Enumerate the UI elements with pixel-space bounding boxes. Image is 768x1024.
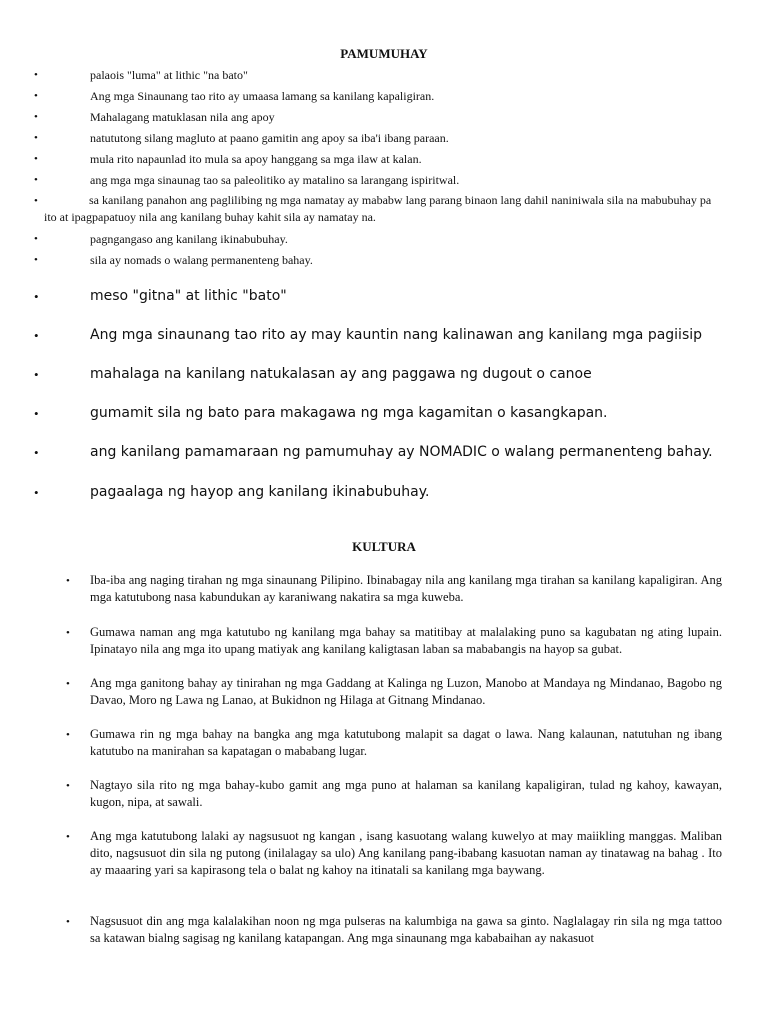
list-item: pagaalaga ng hayop ang kanilang ikinabubuhay. bbox=[90, 484, 430, 500]
list-item-text: sa kanilang panahon ang paglilibing ng mga namatay ay mababw lang parang binaon lang dahil naniniwala sila na mabubuhay pa ito at ipagpapatuoy nila ang kanilang buhay kahit sila ay namatay na. bbox=[44, 193, 712, 224]
bullet-icon: • bbox=[66, 678, 70, 690]
bullet-icon: • bbox=[66, 627, 70, 639]
bullet-icon: • bbox=[34, 254, 38, 266]
list-item: natututong silang magluto at paano gamitin ang apoy sa iba'i ibang paraan. bbox=[90, 131, 449, 145]
heading-pamumuhay: PAMUMUHAY bbox=[340, 46, 428, 61]
list-item: Gumawa rin ng mga bahay na bangka ang mga katutubong malapit sa dagat o lawa. Nang kalaunan, natutuhan ng ibang katutubo na manirahan sa kapatagan o mababang lugar. bbox=[90, 727, 722, 758]
bullet-icon: • bbox=[34, 174, 38, 186]
heading-kultura: KULTURA bbox=[352, 539, 416, 554]
bullet-icon: • bbox=[34, 367, 39, 382]
list-item: mula rito napaunlad ito mula sa apoy hanggang sa mga ilaw at kalan. bbox=[90, 152, 422, 166]
list-item: Ang mga ganitong bahay ay tinirahan ng mga Gaddang at Kalinga ng Luzon, Manobo at Mandaya ng Mindanao, Bagobo ng Davao, Moro ng Lawa ng Lanao, at Bukidnon ng Hilaga at Gitnang Mindanao. bbox=[90, 676, 722, 707]
list-item: Nagsusuot din ang mga kalalakihan noon ng mga pulseras na kalumbiga na gawa sa ginto. Naglalagay rin sila ng mga tattoo sa katawan bialng sagisag ng kanilang katapangan. Ang mga sinaunang mga kababaihan ay nakasuot bbox=[90, 914, 722, 945]
bullet-icon: • bbox=[34, 406, 39, 421]
bullet-icon: • bbox=[66, 916, 70, 928]
bullet-icon: • bbox=[34, 195, 38, 207]
list-item: Ang mga Sinaunang tao rito ay umaasa lamang sa kanilang kapaligiran. bbox=[90, 89, 435, 103]
list-item: meso "gitna" at lithic "bato" bbox=[90, 288, 287, 304]
bullet-icon: • bbox=[66, 831, 70, 843]
list-item bbox=[44, 192, 724, 226]
list-item: palaois "luma" at lithic "na bato" bbox=[90, 68, 248, 82]
bullet-icon: • bbox=[34, 328, 39, 343]
list-item: pagngangaso ang kanilang ikinabubuhay. bbox=[90, 232, 288, 246]
list-item: Gumawa naman ang mga katutubo ng kanilang mga bahay sa matitibay at malalaking puno sa kagubatan ng ating lupain. Ipinatayo nila ang mga ito upang matiyak ang kanilang kaligtasan laban sa mababangis na hayop sa gubat. bbox=[90, 625, 722, 656]
bullet-icon: • bbox=[34, 289, 39, 304]
list-item: Ang mga katutubong lalaki ay nagsusuot ng kangan , isang kasuotang walang kuwelyo at may maiikling manggas. Maliban dito, nagsusuot din sila ng putong (inilalagay sa ulo) Ang kanilang pang-ibabang kasuotan naman ay tinatawag na bahag . Ito ay maaaring yari sa kapirasong tela o balat ng kahoy na itinatali sa kanilang mga baywang. bbox=[90, 829, 722, 877]
bullet-icon: • bbox=[34, 132, 38, 144]
list-item: sila ay nomads o walang permanenteng bahay. bbox=[90, 253, 313, 267]
bullet-icon: • bbox=[34, 445, 39, 460]
bullet-icon: • bbox=[34, 485, 39, 500]
list-item: Mahalagang matuklasan nila ang apoy bbox=[90, 110, 275, 124]
bullet-icon: • bbox=[66, 575, 70, 587]
list-item: ang mga mga sinaunag tao sa paleolitiko ay matalino sa larangang ispiritwal. bbox=[90, 173, 460, 187]
bullet-icon: • bbox=[34, 233, 38, 245]
bullet-icon: • bbox=[66, 780, 70, 792]
bullet-icon: • bbox=[66, 729, 70, 741]
list-item: mahalaga na kanilang natukalasan ay ang paggawa ng dugout o canoe bbox=[90, 366, 592, 382]
list-item: Nagtayo sila rito ng mga bahay-kubo gamit ang mga puno at halaman sa kanilang kapaligiran, tulad ng kahoy, kawayan, kugon, nipa, at sawali. bbox=[90, 778, 722, 809]
list-item: Iba-iba ang naging tirahan ng mga sinaunang Pilipino. Ibinabagay nila ang kanilang mga tirahan sa kanilang kapaligiran. Ang mga katutubong nasa kabundukan ay karaniwang nakatira sa mga kuweba. bbox=[90, 573, 722, 604]
list-item: Ang mga sinaunang tao rito ay may kauntin nang kalinawan ang kanilang mga pagiisip bbox=[90, 327, 703, 343]
bullet-icon: • bbox=[34, 90, 38, 102]
bullet-icon: • bbox=[34, 69, 38, 81]
bullet-icon: • bbox=[34, 111, 38, 123]
bullet-icon: • bbox=[34, 153, 38, 165]
list-item: gumamit sila ng bato para makagawa ng mga kagamitan o kasangkapan. bbox=[90, 405, 608, 421]
list-item: ang kanilang pamamaraan ng pamumuhay ay NOMADIC o walang permanenteng bahay. bbox=[90, 444, 713, 460]
